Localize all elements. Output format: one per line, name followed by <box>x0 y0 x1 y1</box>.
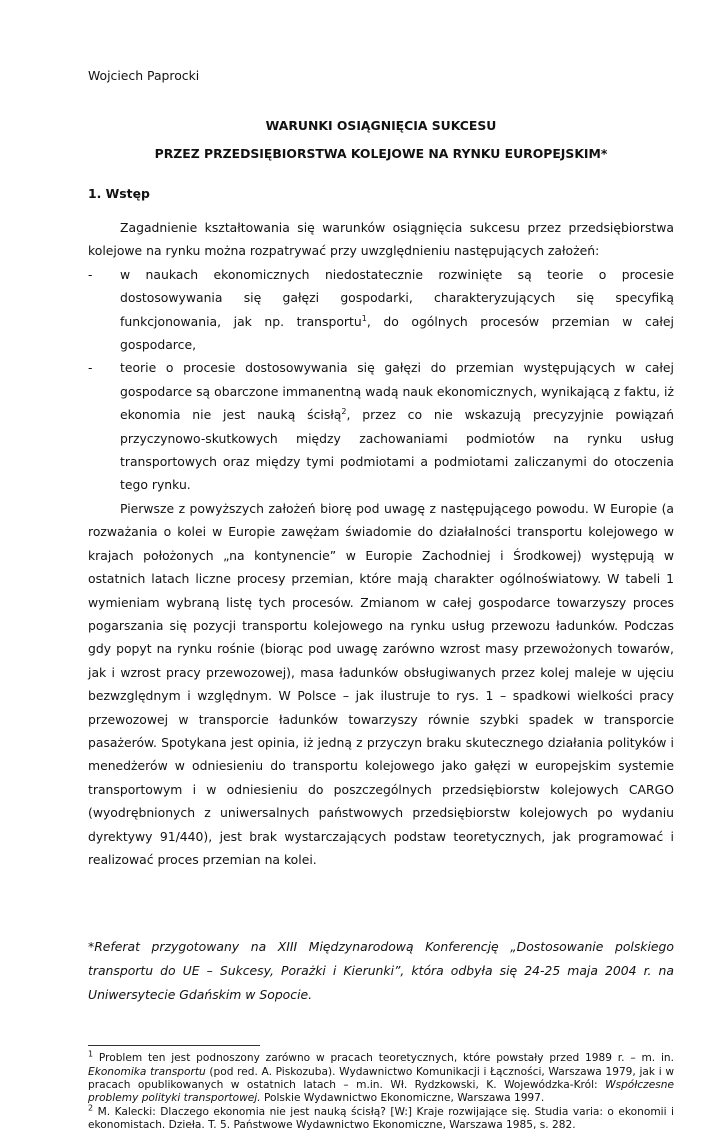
conference-note: *Referat przygotowany na XIII Międzynarodową Konferencję „Dostosowanie polskiego transportu do UE – Sukcesy, Porażki i Kierunki”, która odbyła się 24-25 maja 2004 r. na Uniwersytecie Gdańskim w Sopocie. <box>88 939 674 1003</box>
list-item <box>88 263 674 357</box>
footnote-text: (pod red. A. Piskozuba). Wydawnictwo Komunikacji i Łączności, Warszawa 1979, jak i w pracach opublikowanych w ostatnich latach – m.in. Wł. Rydzkowski, K. Wojewódzka-Król: <box>88 1065 674 1091</box>
footnote-number: 2 <box>88 1103 94 1113</box>
document-title <box>88 112 674 168</box>
footnote-ref-2[interactable]: 2 <box>341 407 347 417</box>
list-item-text: teorie o procesie dostosowywania się gałęzi do przemian występujących w całej gospodarce są obarczone immanentną wadą nauk ekonomicznych, wynikającą z faktu, iż ekonomia nie jest nauką ścisłą <box>120 360 674 423</box>
intro-paragraph: Zagadnienie kształtowania się warunków osiągnięcia sukcesu przez przedsiębiorstwa kolejowe na rynku można rozpatrywać przy uwzględnieniu następujących założeń: <box>88 220 674 259</box>
footnote-text: M. Kalecki: Dlaczego ekonomia nie jest nauką ścisłą? [W:] Kraje rozwijające się. Studia varia: o ekonomii i ekonomistach. Dzieła. T. 5. Państwowe Wydawnictwo Ekonomiczne, Warszawa 1985, s. 282. <box>88 1105 674 1131</box>
footnote-divider <box>88 1045 260 1046</box>
dash-marker: - <box>88 360 93 376</box>
footnote-1 <box>88 1049 674 1105</box>
footnote-title: Współczesne problemy polityki transportowej. <box>88 1078 674 1105</box>
footnote-text: Polskie Wydawnictwo Ekonomiczne, Warszawa 1997. <box>260 1092 545 1105</box>
dash-marker: - <box>88 266 93 282</box>
list-item <box>88 356 674 496</box>
title-line-1: WARUNKI OSIĄGNIĘCIA SUKCESU <box>265 118 497 133</box>
title-line-2: PRZEZ PRZEDSIĘBIORSTWA KOLEJOWE NA RYNKU EUROPEJSKIM* <box>154 146 608 161</box>
section-heading: 1. Wstęp <box>88 186 150 201</box>
footnote-title: Ekonomika transportu <box>88 1065 206 1078</box>
list-item-text: w naukach ekonomicznych niedostatecznie rozwinięte są teorie o procesie dostosowywania się gałęzi gospodarki, charakteryzujących się specyfiką funkcjonowania, jak np. transportu <box>120 266 674 329</box>
footnote-ref-1[interactable]: 1 <box>361 313 367 323</box>
footnote-number: 1 <box>88 1049 94 1059</box>
list-item-text: , do ogólnych procesów przemian w całej gospodarce, <box>120 313 674 353</box>
body-text <box>88 216 674 871</box>
assumptions-list <box>88 263 674 497</box>
author-name: Wojciech Paprocki <box>88 68 200 83</box>
footnotes <box>88 1049 674 1132</box>
footnote-text: Problem ten jest podnoszony zarówno w pracach teoretycznych, które powstały przed 1989 r. – m. in. <box>93 1052 674 1065</box>
body-paragraph: Pierwsze z powyższych założeń biorę pod uwagę z następującego powodu. W Europie (a rozważania o kolei w Europie zawężam świadomie do działalności transportu kolejowego w krajach położonych „na kontynencie” w Europie Zachodniej i Środkowej) występują w ostatnich latach liczne procesy przemian, które mają charakter ogólnoświatowy. W tabeli 1 wymieniam wybraną listę tych procesów. Zmianom w całej gospodarce towarzyszy proces pogarszania się pozycji transportu kolejowego na rynku usług przewozu ładunków. Podczas gdy popyt na rynku rośnie (biorąc pod uwagę zarówno wzrost masy przewożonych towarów, jak i wzrost pracy przewozowej), masa ładunków obsługiwanych przez kolej maleje w ujęciu bezwzględnym i względnym. W Polsce – jak ilustruje to rys. 1 – spadkowi wielkości pracy przewozowej w transporcie ładunków towarzyszy równie szybki spadek w transporcie pasażerów. Spotykana jest opinia, iż jedną z przyczyn braku skutecznego działania polityków i menedżerów w odniesieniu do transportu kolejowego jako gałęzi w europejskim systemie transportowym i w odniesieniu do poszczególnych przedsiębiorstw kolejowych CARGO (wyodrębnionych z uniwersalnych państwowych przedsiębiorstw kolejowych po wydaniu dyrektywy 91/440), jest brak wystarczających podstaw teoretycznych, jak programować i realizować proces przemian na kolei. <box>88 500 674 867</box>
list-item-text: , przez co nie wskazują precyzyjnie powiązań przyczynowo-skutkowych między zachowaniami podmiotów na rynku usług transportowych oraz między tymi podmiotami a podmiotami zaliczanymi do otoczenia tego rynku. <box>120 407 674 493</box>
footnote-2 <box>88 1103 674 1132</box>
